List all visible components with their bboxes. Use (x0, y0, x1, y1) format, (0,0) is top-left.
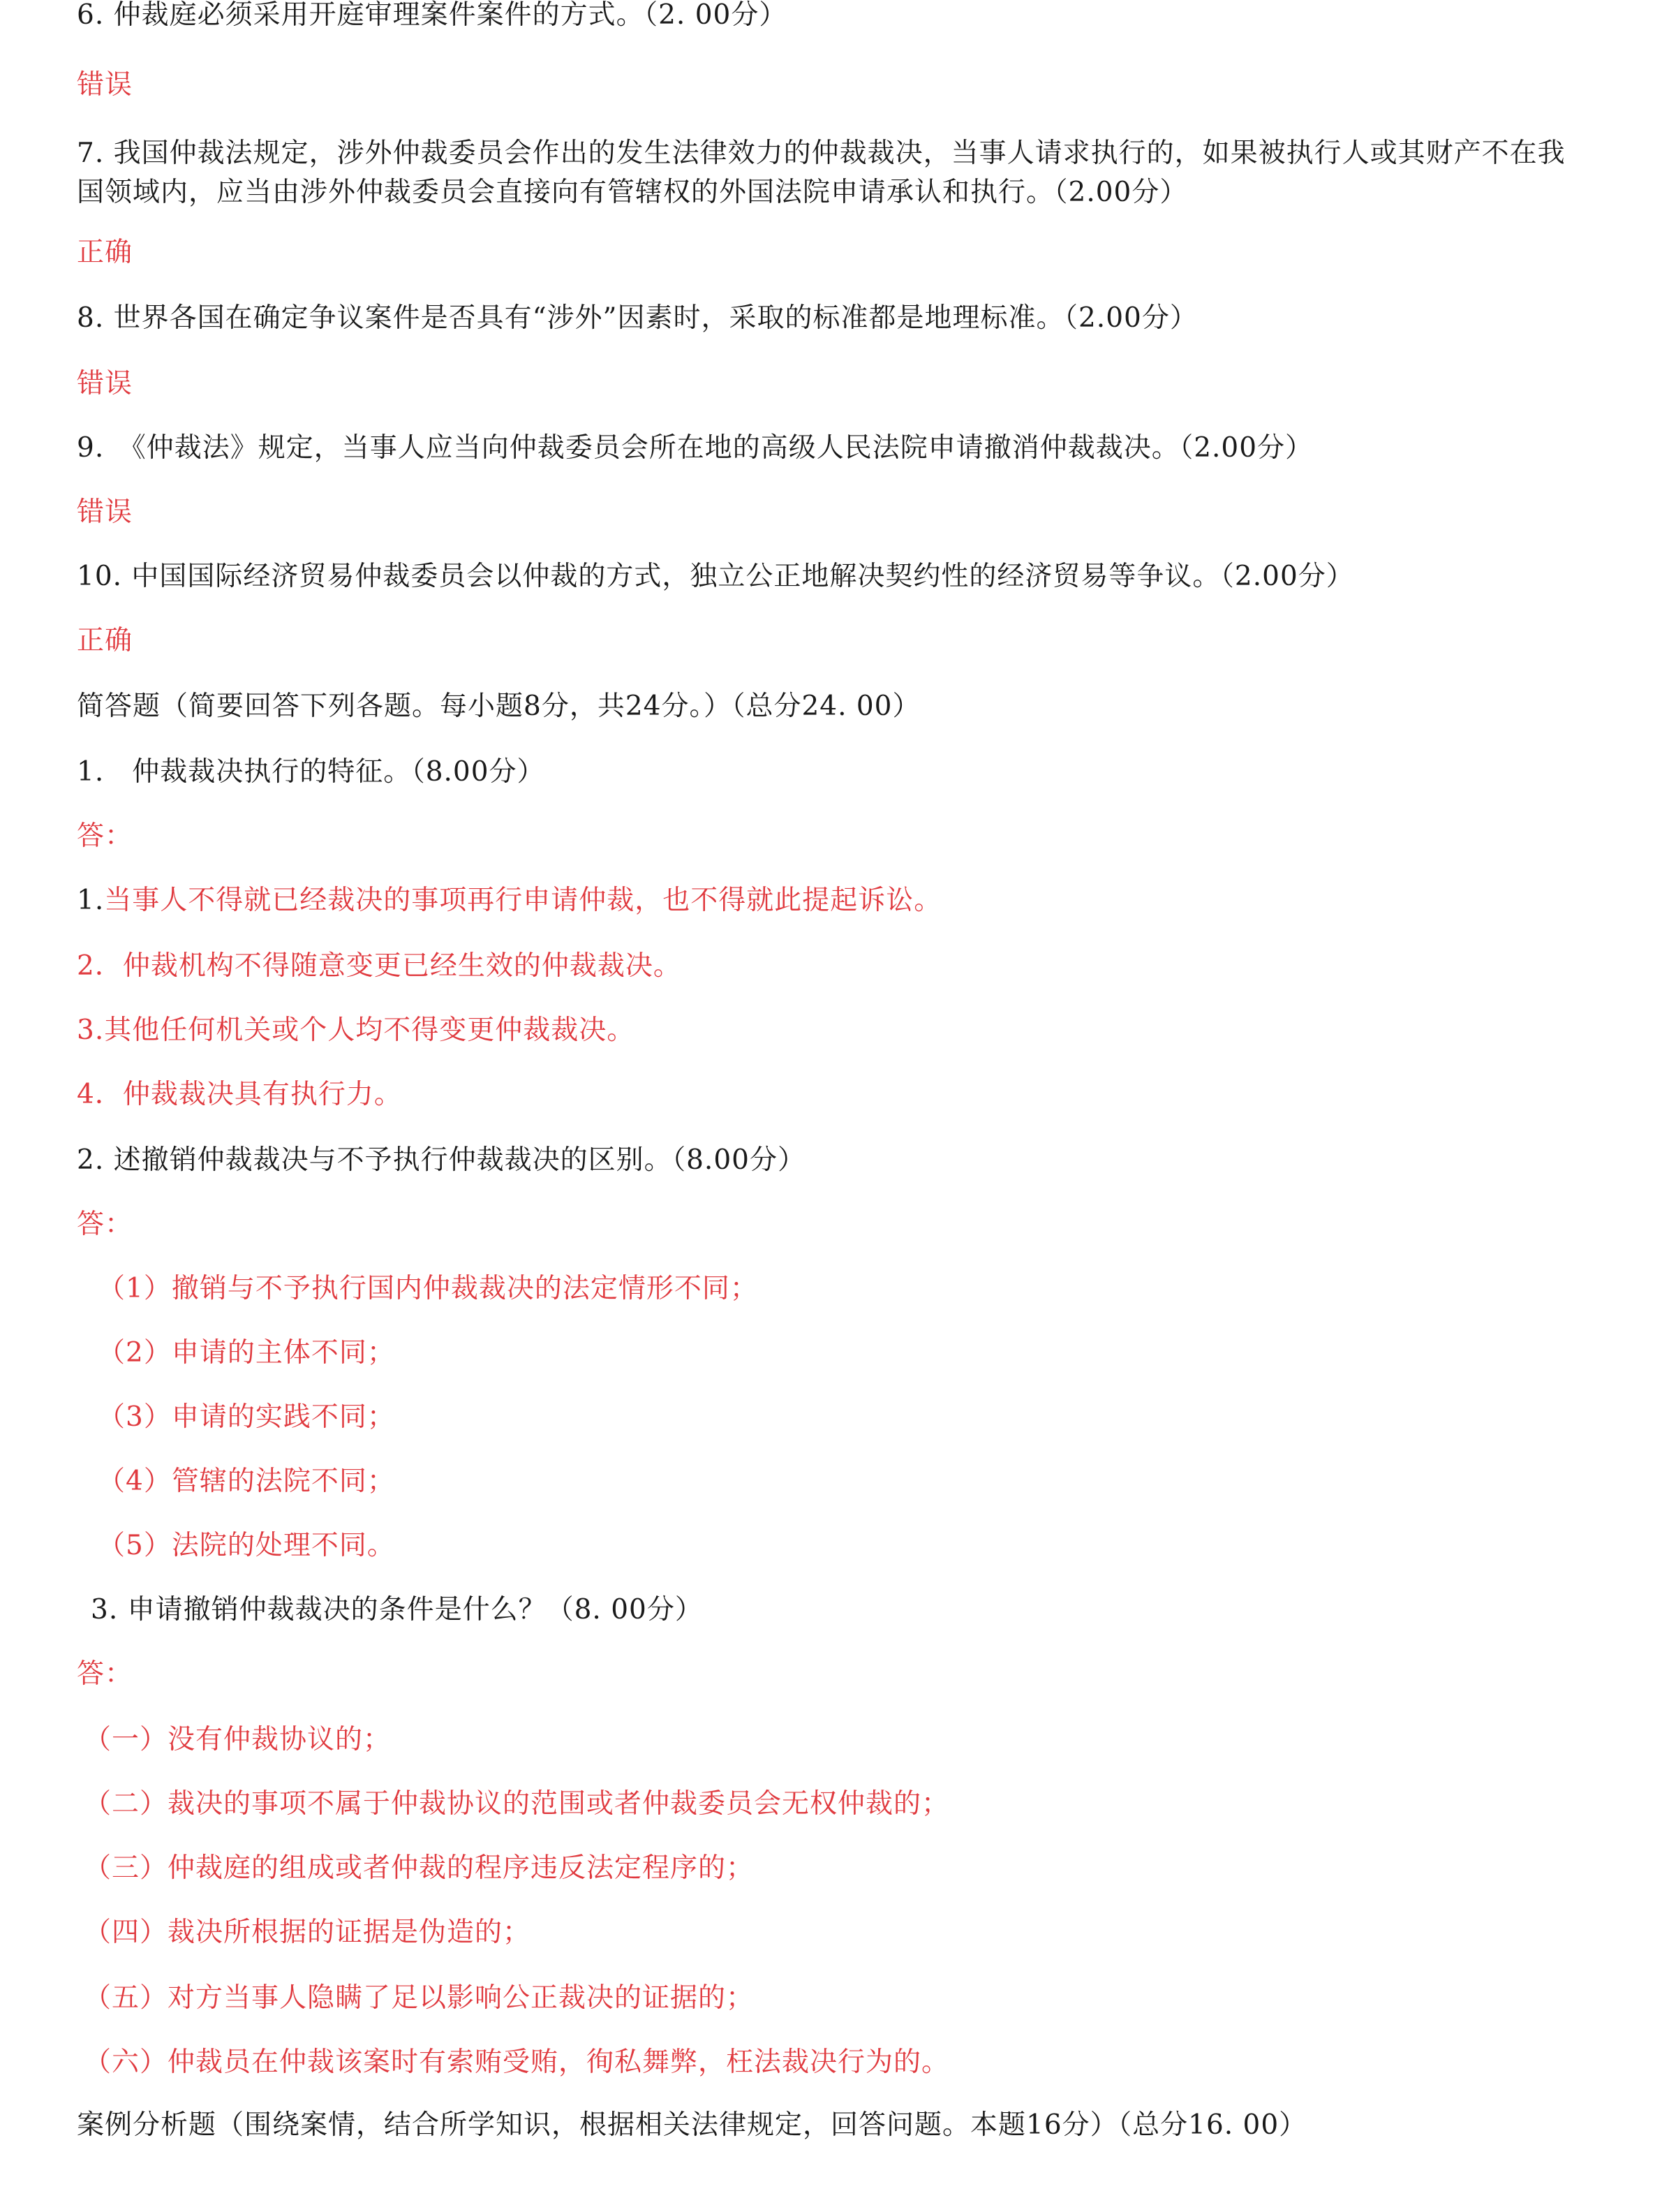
tf-question-7: 7. 我国仲裁法规定，涉外仲裁委员会作出的发生法律效力的仲裁裁决，当事人请求执行的，如果被执行人或其财产不在我国领域内，应当由涉外仲裁委员会直接向有管辖权的外国法院申请承认和执行。（2.00分） (77, 138, 1566, 208)
short-answer-heading: 简答题（简要回答下列各题。每小题8分，共24分。）（总分24. 00） (77, 691, 921, 722)
sa-question-1: 1. 仲裁裁决执行的特征。（8.00分） (77, 756, 545, 788)
sa-1-item-1 (77, 881, 1612, 920)
sa-3-item-1: （一）没有仲裁协议的； (84, 1724, 392, 1755)
tf-question-9: 9. 《仲裁法》规定，当事人应当向仲裁委员会所在地的高级人民法院申请撤消仲裁裁决。（2.00分） (77, 432, 1314, 464)
tf-answer-7: 正确 (77, 237, 133, 268)
sa-answer-label-1: 答： (77, 820, 133, 852)
tf-question-6: 6. 仲裁庭必须采用开庭审理案件案件的方式。（2. 00分） (77, 0, 787, 31)
tf-question-10: 10. 中国国际经济贸易仲裁委员会以仲裁的方式，独立公正地解决契约性的经济贸易等争议。（2.00分） (77, 561, 1354, 592)
sa-question-3: 3. 申请撤销仲裁裁决的条件是什么？（8. 00分） (91, 1594, 703, 1625)
sa-2-item-1: （1）撤销与不予执行国内仲裁裁决的法定情形不同； (98, 1273, 758, 1304)
sa-2-item-3: （3）申请的实践不同； (98, 1401, 395, 1433)
sa-2-item-4: （4）管辖的法院不同； (98, 1466, 395, 1497)
sa-1-item-2: 2．仲裁机构不得随意变更已经生效的仲裁裁决。 (77, 950, 681, 982)
tf-answer-8: 错误 (77, 368, 133, 399)
sa-answer-label-2: 答： (77, 1209, 133, 1240)
sa-3-item-4: （四）裁决所根据的证据是伪造的； (84, 1917, 531, 1948)
sa-3-item-5: （五）对方当事人隐瞒了足以影响公正裁决的证据的； (84, 1982, 755, 2014)
sa-1-item-1-number: 1. (77, 885, 105, 916)
sa-3-item-6: （六）仲裁员在仲裁该案时有索贿受贿，徇私舞弊，枉法裁决行为的。 (84, 2047, 950, 2078)
sa-2-item-2: （2）申请的主体不同； (98, 1337, 395, 1369)
tf-question-8: 8. 世界各国在确定争议案件是否具有“涉外”因素时，采取的标准都是地理标准。（2.00分） (77, 302, 1198, 334)
sa-1-item-4: 4．仲裁裁决具有执行力。 (77, 1079, 402, 1110)
sa-1-item-3: 3.其他任何机关或个人均不得变更仲裁裁决。 (77, 1015, 635, 1046)
sa-answer-label-3: 答： (77, 1658, 133, 1690)
sa-3-item-3: （三）仲裁庭的组成或者仲裁的程序违反法定程序的； (84, 1852, 755, 1884)
sa-3-item-2: （二）裁决的事项不属于仲裁协议的范围或者仲裁委员会无权仲裁的； (84, 1788, 950, 1820)
sa-2-item-5: （5）法院的处理不同。 (98, 1530, 395, 1561)
case-analysis-heading: 案例分析题（围绕案情，结合所学知识，根据相关法律规定，回答问题。本题16分）（总分16. 00） (77, 2109, 1307, 2141)
tf-answer-10: 正确 (77, 625, 133, 656)
sa-question-2: 2. 述撤销仲裁裁决与不予执行仲裁裁决的区别。（8.00分） (77, 1144, 806, 1176)
tf-answer-6: 错误 (77, 69, 133, 101)
sa-1-item-1-text: 当事人不得就已经裁决的事项再行申请仲裁，也不得就此提起诉讼。 (104, 885, 942, 916)
tf-answer-9: 错误 (77, 496, 133, 528)
